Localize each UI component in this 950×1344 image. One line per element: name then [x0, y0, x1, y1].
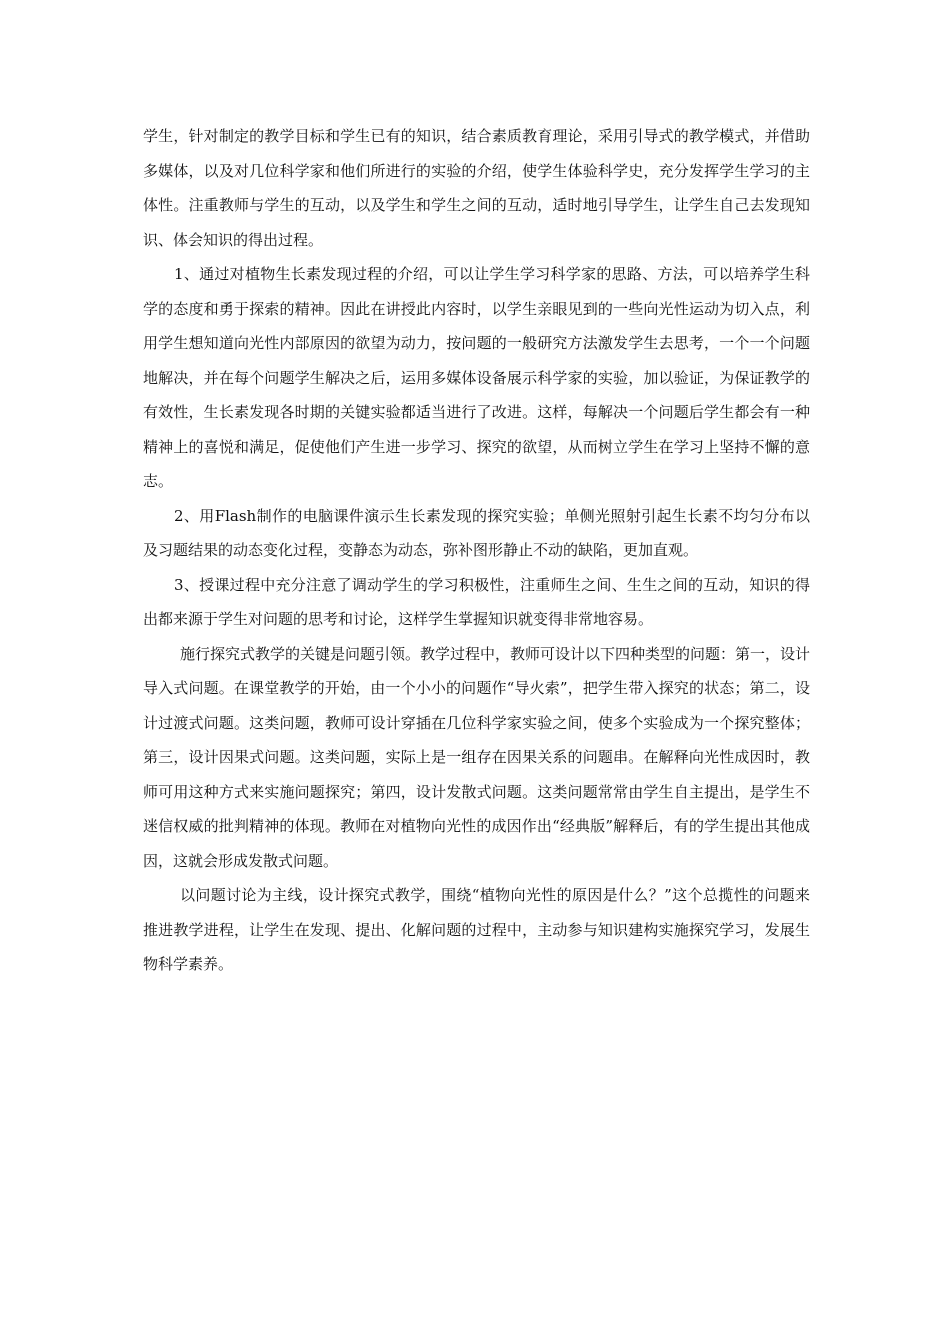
paragraph-point-3: 3、授课过程中充分注意了调动学生的学习积极性，注重师生之间、生生之间的互动，知识的得出都来源于学生对问题的思考和讨论，这样学生掌握知识就变得非常地容易。 — [143, 575, 810, 628]
paragraph-point-2: 2、用Flash制作的电脑课件演示生长素发现的探究实验；单侧光照射引起生长素不均匀分布以及习题结果的动态变化过程，变静态为动态，弥补图形静止不动的缺陷，更加直观。 — [143, 506, 810, 559]
paragraph-inquiry-questions: 施行探究式教学的关键是问题引领。教学过程中，教师可设计以下四种类型的问题：第一，设计导入式问题。在课堂教学的开始，由一个小小的问题作“导火索”，把学生带入探究的状态；第二，设计过渡式问题。这类问题，教师可设计穿插在几位科学家实验之间，使多个实验成为一个探究整体；第三，设计因果式问题。这类问题，实际上是一组存在因果关系的问题串。在解释向光性成因时，教师可用这种方式来实施问题探究；第四，设计发散式问题。这类问题常常由学生自主提出，是学生不迷信权威的批判精神的体现。教师在对植物向光性的成因作出“经典版”解释后，有的学生提出其他成因，这就会形成发散式问题。 — [143, 644, 811, 870]
paragraph-intro-continuation: 学生，针对制定的教学目标和学生已有的知识，结合素质教育理论，采用引导式的教学模式，并借助多媒体，以及对几位科学家和他们所进行的实验的介绍，使学生体验科学史，充分发挥学生学习的主体性。注重教师与学生的互动，以及学生和学生之间的互动，适时地引导学生，让学生自己去发现知识、体会知识的得出过程。 — [143, 127, 810, 249]
document-page — [143, 119, 810, 982]
paragraph-conclusion: 以问题讨论为主线，设计探究式教学，围绕“植物向光性的原因是什么？”这个总揽性的问题来推进教学进程，让学生在发现、提出、化解问题的过程中，主动参与知识建构实施探究学习，发展生物科学素养。 — [143, 886, 810, 973]
paragraph-point-1: 1、通过对植物生长素发现过程的介绍，可以让学生学习科学家的思路、方法，可以培养学生科学的态度和勇于探索的精神。因此在讲授此内容时，以学生亲眼见到的一些向光性运动为切入点，利用学生想知道向光性内部原因的欲望为动力，按问题的一般研究方法激发学生去思考，一个一个问题地解决，并在每个问题学生解决之后，运用多媒体设备展示科学家的实验，加以验证，为保证教学的有效性，生长素发现各时期的关键实验都适当进行了改进。这样，每解决一个问题后学生都会有一种精神上的喜悦和满足，促使他们产生进一步学习、探究的欲望，从而树立学生在学习上坚持不懈的意志。 — [143, 265, 810, 490]
